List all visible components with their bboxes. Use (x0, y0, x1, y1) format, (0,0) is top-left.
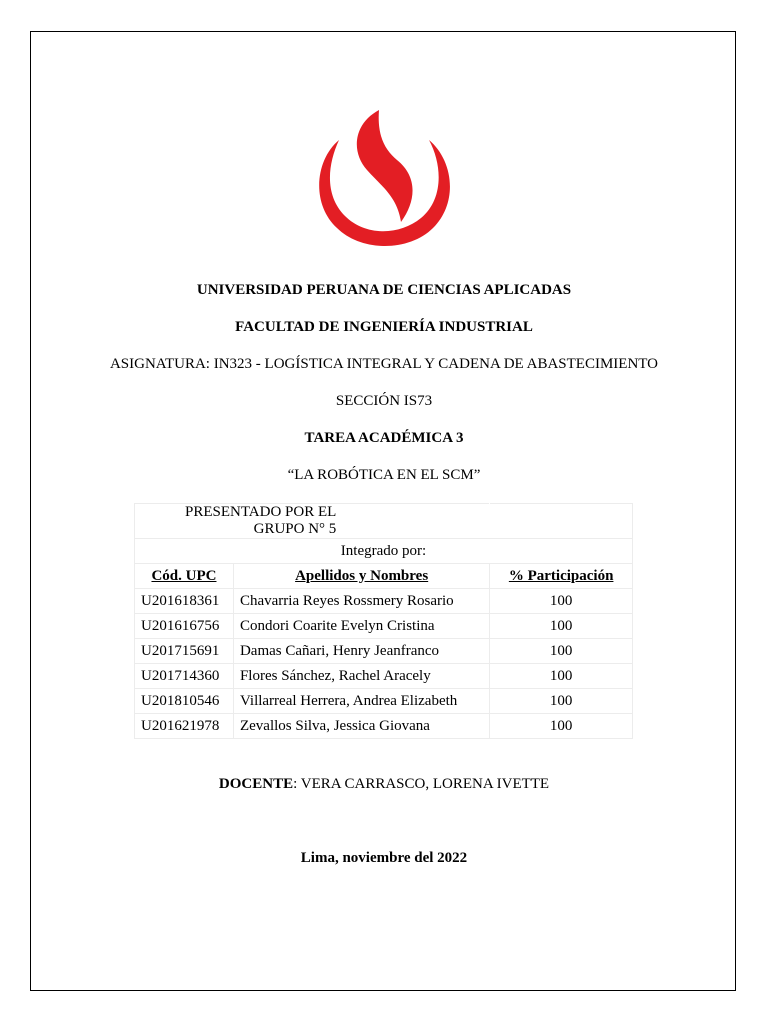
topic-title: “LA ROBÓTICA EN EL SCM” (287, 467, 481, 483)
member-participation: 100 (490, 639, 633, 664)
section-name: SECCIÓN IS73 (335, 393, 433, 409)
university-name: UNIVERSIDAD PERUANA DE CIENCIAS APLICADAS (196, 282, 572, 298)
group-title-row (135, 504, 633, 539)
member-code: U201616756 (135, 614, 234, 639)
member-participation: 100 (490, 689, 633, 714)
table-header-row (135, 564, 633, 589)
faculty-name: FACULTAD DE INGENIERÍA INDUSTRIAL (235, 319, 533, 335)
member-participation: 100 (490, 714, 633, 739)
member-name: Flores Sánchez, Rachel Aracely (233, 664, 489, 689)
member-name: Damas Cañari, Henry Jeanfranco (233, 639, 489, 664)
member-name: Villarreal Herrera, Andrea Elizabeth (233, 689, 489, 714)
assignment-title: TAREA ACADÉMICA 3 (304, 430, 464, 446)
teacher-separator: : (293, 776, 301, 792)
table-row (135, 689, 633, 714)
table-row (135, 664, 633, 689)
member-participation: 100 (490, 614, 633, 639)
table-row (135, 614, 633, 639)
university-logo (313, 104, 455, 250)
members-table (134, 503, 633, 739)
group-subtitle-row (135, 539, 633, 564)
table-row (135, 714, 633, 739)
logo-flame (357, 110, 413, 222)
place-date: Lima, noviembre del 2022 (300, 850, 468, 866)
table-row (135, 639, 633, 664)
member-code: U201621978 (135, 714, 234, 739)
member-code: U201810546 (135, 689, 234, 714)
member-participation: 100 (490, 589, 633, 614)
member-participation: 100 (490, 664, 633, 689)
course-name: ASIGNATURA: IN323 - LOGÍSTICA INTEGRAL Y CADENA DE ABASTECIMIENTO (109, 356, 659, 372)
teacher-line (0, 774, 768, 794)
col-header-participation: % Participación (490, 564, 633, 589)
teacher-label: DOCENTE (218, 776, 294, 792)
member-code: U201618361 (135, 589, 234, 614)
teacher-name: VERA CARRASCO, LORENA IVETTE (300, 776, 550, 792)
col-header-code: Cód. UPC (135, 564, 234, 589)
member-name: Zevallos Silva, Jessica Giovana (233, 714, 489, 739)
member-code: U201714360 (135, 664, 234, 689)
table-row (135, 589, 633, 614)
group-title: PRESENTADO POR EL GRUPO N° 5 (135, 504, 490, 539)
group-subtitle: Integrado por: (135, 539, 633, 564)
col-header-name: Apellidos y Nombres (233, 564, 489, 589)
member-code: U201715691 (135, 639, 234, 664)
member-name: Chavarria Reyes Rossmery Rosario (233, 589, 489, 614)
member-name: Condori Coarite Evelyn Cristina (233, 614, 489, 639)
